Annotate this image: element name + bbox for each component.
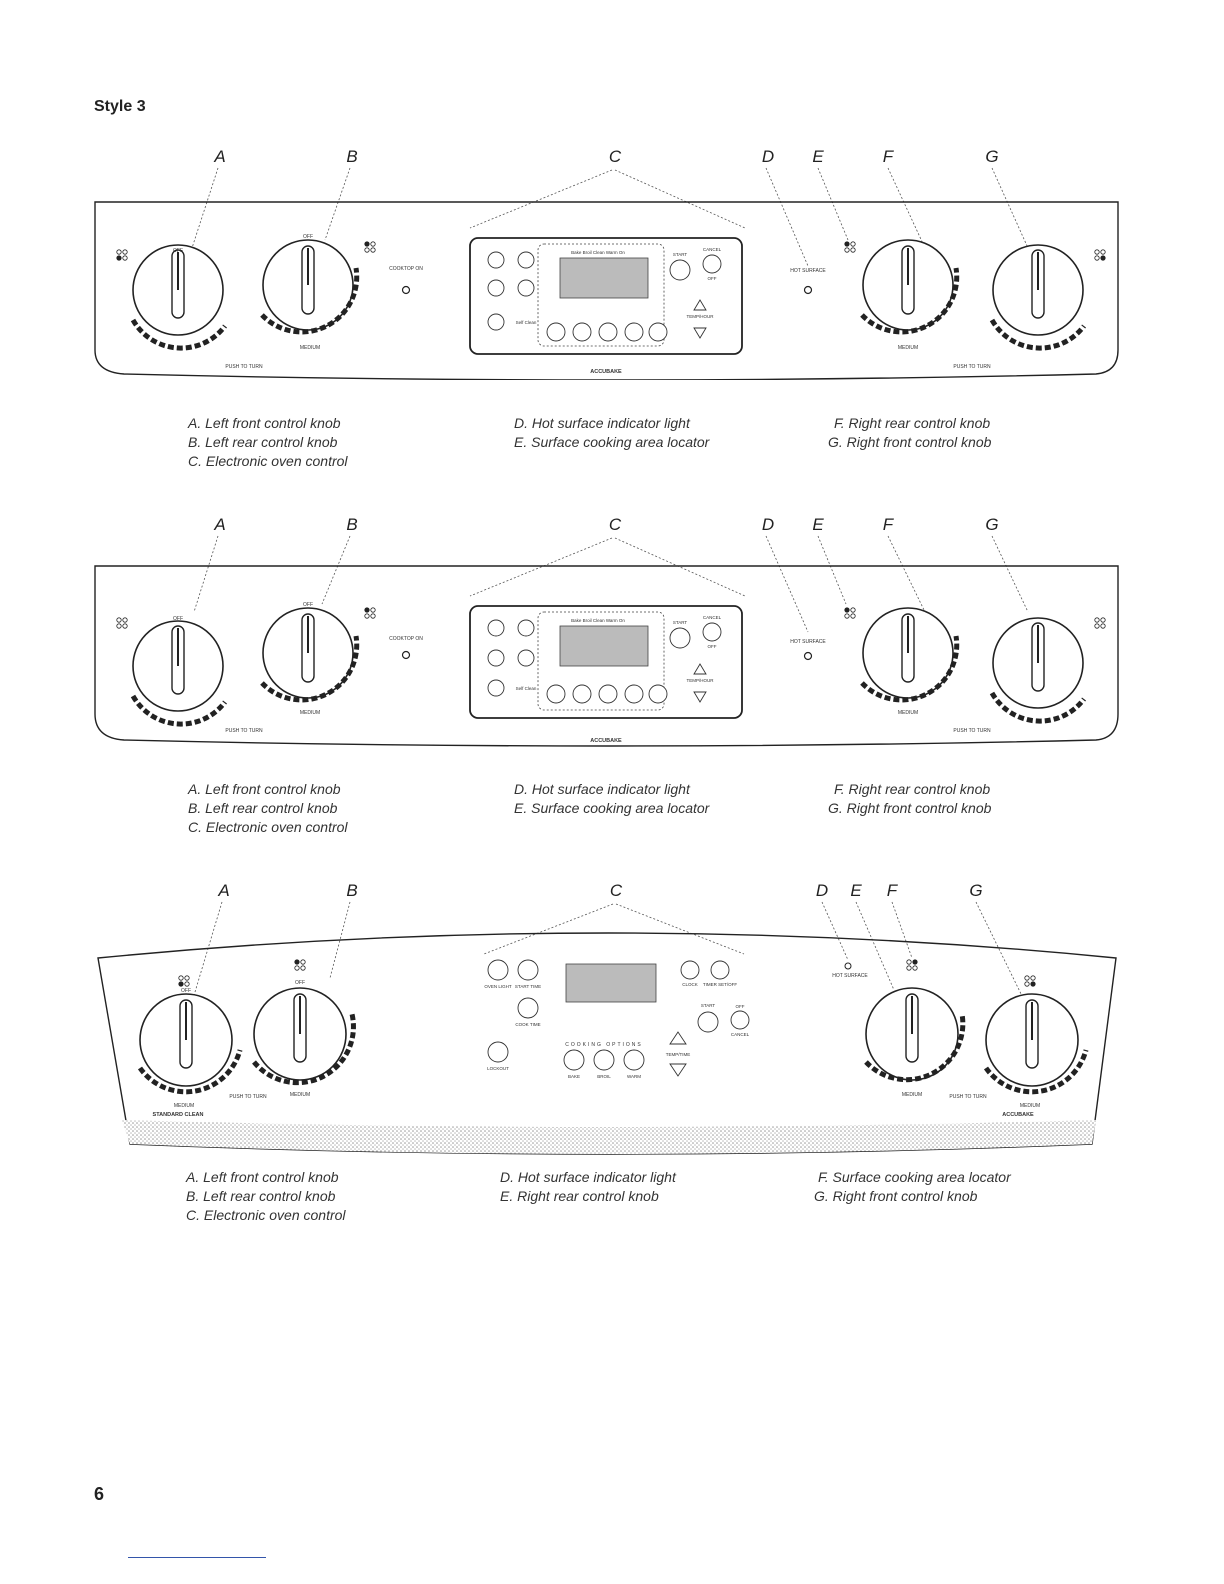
knob-off-label: OFF <box>295 980 305 986</box>
cancel-button <box>703 623 721 641</box>
footer-rule <box>128 1557 266 1558</box>
display-screen <box>566 964 656 1002</box>
temp-down-arrow <box>670 1064 686 1076</box>
knob-off-label: OFF <box>173 616 183 622</box>
start-button <box>670 628 690 648</box>
start-button <box>698 1012 718 1032</box>
caption-a: A. Left front control knob <box>188 781 341 797</box>
oven-light-button <box>488 252 504 268</box>
right-front-knob <box>986 994 1086 1092</box>
bake-button <box>547 685 565 703</box>
hot-surface-light <box>805 653 812 660</box>
cook-time-button <box>518 998 538 1018</box>
caption-a: A. Left front control knob <box>188 415 341 431</box>
cook-time-button <box>625 323 643 341</box>
temp-up-arrow <box>670 1032 686 1044</box>
self-clean-label: Self Clean <box>515 320 537 325</box>
left-front-knob <box>133 621 225 724</box>
start-time-button <box>649 323 667 341</box>
broil-button <box>573 323 591 341</box>
warm-button <box>624 1050 644 1070</box>
control-panel-diagram-3 <box>0 874 1224 1164</box>
electronic-oven-control <box>484 960 749 1079</box>
broil-button <box>594 1050 614 1070</box>
control-panel-figure-2 <box>0 508 1224 748</box>
hot-surface-light <box>805 287 812 294</box>
caption-d: D. Hot surface indicator light <box>514 781 690 797</box>
broil-button <box>573 685 591 703</box>
cooktop-on-label: COOKTOP ON <box>389 636 423 642</box>
callout-letter-a: A <box>218 881 230 900</box>
start-time-button <box>649 685 667 703</box>
caption-c: C. Electronic oven control <box>188 453 348 469</box>
timer-button <box>518 280 534 296</box>
left-rear-knob <box>254 988 353 1083</box>
oven-light-label: OVEN LIGHT <box>484 984 512 989</box>
callout-letter-g: G <box>985 515 999 534</box>
warm-label: WARM <box>626 1074 642 1079</box>
push-to-turn-label: PUSH TO TURN <box>953 728 991 734</box>
right-rear-knob <box>866 988 963 1080</box>
temp-hour-label: TEMP/HOUR <box>686 314 714 319</box>
caption-g: G. Right front control knob <box>814 1188 978 1204</box>
bake-button <box>547 323 565 341</box>
knob-medium-label: MEDIUM <box>901 1092 923 1098</box>
callout-letter-g: G <box>985 147 999 166</box>
bake-button <box>564 1050 584 1070</box>
knob-off-label: OFF <box>173 248 183 254</box>
knob-medium-label: MEDIUM <box>289 1092 311 1098</box>
callout-letter-e: E <box>812 147 824 166</box>
caption-b: B. Left rear control knob <box>186 1188 336 1204</box>
section-heading: Style 3 <box>94 98 146 115</box>
page-number: 6 <box>94 1484 105 1504</box>
hot-surface-label: HOT SURFACE <box>832 973 868 979</box>
panel-trim <box>122 1120 1096 1154</box>
push-to-turn-label: PUSH TO TURN <box>953 364 991 370</box>
cancel-label: CANCEL <box>730 1032 750 1037</box>
caption-c: C. Electronic oven control <box>186 1207 346 1223</box>
bake-label: BAKE <box>567 1074 581 1079</box>
caption-b: B. Left rear control knob <box>188 800 338 816</box>
callout-letter-d: D <box>761 147 775 166</box>
callout-letter-b: B <box>346 881 358 900</box>
caption-e: E. Right rear control knob <box>500 1188 659 1204</box>
callout-letter-e: E <box>812 515 824 534</box>
knob-medium-label: MEDIUM <box>897 710 919 716</box>
callout-letter-f: F <box>882 515 894 534</box>
brand-logo: ACCUBAKE <box>590 738 622 744</box>
caption-c: C. Electronic oven control <box>188 819 348 835</box>
callout-letter-b: B <box>346 147 358 166</box>
cooktop-on-light <box>403 287 410 294</box>
brand-logo: ACCUBAKE <box>590 369 622 375</box>
electronic-oven-control <box>470 238 742 354</box>
clock-label: CLOCK <box>682 982 698 987</box>
auto-clean-button <box>488 650 504 666</box>
caption-e: E. Surface cooking area locator <box>514 434 710 450</box>
control-panel-diagram-2 <box>0 508 1224 748</box>
push-to-turn-label: PUSH TO TURN <box>225 364 263 370</box>
callout-letter-c: C <box>608 515 622 534</box>
cooktop-on-light <box>403 652 410 659</box>
brand-logo: ACCUBAKE <box>1002 1112 1034 1118</box>
standard-clean-label: STANDARD CLEAN <box>152 1112 204 1118</box>
display-mode-labels: Bake Broil Clean Warm On <box>571 618 625 623</box>
callout-letter-e: E <box>850 881 862 900</box>
knob-medium-label: MEDIUM <box>173 1103 195 1109</box>
self-clean-label: Self Clean <box>515 686 537 691</box>
start-time-label: START TIME <box>514 984 542 989</box>
cancel-label: CANCEL <box>702 247 722 252</box>
knob-off-label: OFF <box>303 602 313 608</box>
timer-button <box>711 961 729 979</box>
clock-button <box>681 961 699 979</box>
lockout-button <box>488 1042 508 1062</box>
broil-label: BROIL <box>597 1074 611 1079</box>
cancel-label: CANCEL <box>702 615 722 620</box>
callout-letter-a: A <box>214 515 226 534</box>
push-to-turn-label: PUSH TO TURN <box>949 1094 987 1100</box>
start-label: START <box>672 252 688 257</box>
timer-button <box>518 650 534 666</box>
caption-f: F. Surface cooking area locator <box>818 1169 1011 1185</box>
callout-letter-c: C <box>609 881 623 900</box>
control-panel-figure-3 <box>0 874 1224 1164</box>
off-label: OFF <box>735 1004 745 1009</box>
knob-off-label: OFF <box>303 234 313 240</box>
callout-letter-g: G <box>969 881 983 900</box>
callout-letter-f: F <box>886 881 898 900</box>
callout-letter-d: D <box>761 515 775 534</box>
left-rear-knob <box>262 608 357 700</box>
timer-label: TIMER SET/OFF <box>702 982 738 987</box>
caption-g: G. Right front control knob <box>828 434 992 450</box>
electronic-oven-control <box>470 606 742 718</box>
oven-light-button <box>488 960 508 980</box>
callout-letter-b: B <box>346 515 358 534</box>
left-front-knob <box>133 245 225 348</box>
hot-surface-label: HOT SURFACE <box>790 268 826 274</box>
callout-letter-a: A <box>214 147 226 166</box>
lockout-label: LOCKOUT <box>487 1066 509 1071</box>
right-front-knob <box>992 618 1084 721</box>
right-rear-knob <box>862 240 957 332</box>
off-label: OFF <box>707 644 717 649</box>
oven-light-button <box>488 620 504 636</box>
right-front-knob <box>992 245 1084 348</box>
start-label: START <box>672 620 688 625</box>
start-time-button <box>518 960 538 980</box>
lockout-button <box>488 680 504 696</box>
lockout-button <box>488 314 504 330</box>
cooktop-on-label: COOKTOP ON <box>389 266 423 272</box>
knob-medium-label: MEDIUM <box>299 345 321 351</box>
left-front-knob <box>140 994 240 1092</box>
push-to-turn-label: PUSH TO TURN <box>225 728 263 734</box>
knob-medium-label: MEDIUM <box>299 710 321 716</box>
hot-surface-label: HOT SURFACE <box>790 639 826 645</box>
start-label: START <box>700 1003 716 1008</box>
off-label: OFF <box>707 276 717 281</box>
caption-g: G. Right front control knob <box>828 800 992 816</box>
cooking-options-label: COOKING OPTIONS <box>565 1042 643 1048</box>
caption-d: D. Hot surface indicator light <box>500 1169 676 1185</box>
hot-surface-light <box>845 963 851 969</box>
display-screen <box>560 626 648 666</box>
cook-time-button <box>625 685 643 703</box>
warm-button <box>599 323 617 341</box>
display-mode-labels: Bake Broil Clean Warm On <box>571 250 625 255</box>
cancel-button <box>703 255 721 273</box>
knob-medium-label: MEDIUM <box>897 345 919 351</box>
warm-button <box>599 685 617 703</box>
caption-f: F. Right rear control knob <box>834 781 991 797</box>
caption-a: A. Left front control knob <box>186 1169 339 1185</box>
caption-e: E. Surface cooking area locator <box>514 800 710 816</box>
cancel-button <box>731 1011 749 1029</box>
callout-letter-d: D <box>815 881 829 900</box>
display-screen <box>560 258 648 298</box>
control-panel-figure-1 <box>0 140 1224 380</box>
clock-button <box>518 620 534 636</box>
cook-time-label: COOK TIME <box>515 1022 541 1027</box>
push-to-turn-label: PUSH TO TURN <box>229 1094 267 1100</box>
control-panel-diagram-1 <box>0 140 1224 380</box>
right-rear-knob <box>862 608 957 700</box>
caption-d: D. Hot surface indicator light <box>514 415 690 431</box>
caption-b: B. Left rear control knob <box>188 434 338 450</box>
knob-medium-label: MEDIUM <box>1019 1103 1041 1109</box>
knob-off-label: OFF <box>181 988 191 994</box>
temp-hour-label: TEMP/HOUR <box>686 678 714 683</box>
auto-clean-button <box>488 280 504 296</box>
start-button <box>670 260 690 280</box>
callout-letter-c: C <box>608 147 622 166</box>
callout-letter-f: F <box>882 147 894 166</box>
clock-button <box>518 252 534 268</box>
left-rear-knob <box>262 240 357 332</box>
caption-f: F. Right rear control knob <box>834 415 991 431</box>
temp-time-label: TEMP/TIME <box>665 1052 691 1057</box>
